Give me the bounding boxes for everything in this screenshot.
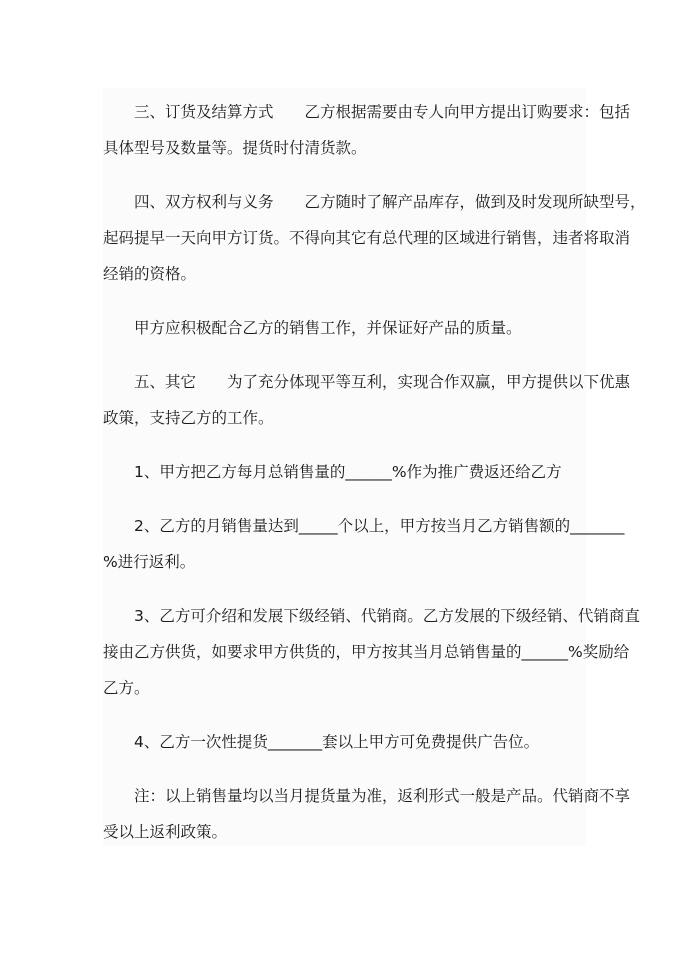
section-5-line-1: 五、其它 为了充分体现平等互利，实现合作双赢，甲方提供以下优惠 [103,373,631,391]
section-4-line-2: 起码提早一天向甲方订货。不得向其它有总代理的区域进行销售，违者将取消 [103,229,631,247]
section-3-line-1: 三、订货及结算方式 乙方根据需要由专人向甲方提出订购要求：包括 [103,103,631,121]
item-3-line-3: 乙方。 [103,679,150,697]
item-2-line-1: 2、乙方的月销售量达到_____个以上，甲方按当月乙方销售额的_______ [103,517,625,535]
item-1-line: 1、甲方把乙方每月总销售量的______%作为推广费返还给乙方 [103,463,562,481]
section-4-line-3: 经销的资格。 [103,265,197,283]
section-3-line-2: 具体型号及数量等。提货时付清货款。 [103,139,367,157]
note-line-1: 注：以上销售量均以当月提货量为准，返利形式一般是产品。代销商不享 [103,787,631,805]
item-3-line-2: 接由乙方供货，如要求甲方供货的，甲方按其当月总销售量的______%奖励给 [103,643,630,661]
item-2-line-2: %进行返利。 [103,553,196,571]
note-line-2: 受以上返利政策。 [103,823,228,841]
section-4-line-1: 四、双方权利与义务 乙方随时了解产品库存，做到及时发现所缺型号， [103,193,646,211]
item-3-line-1: 3、乙方可介绍和发展下级经销、代销商。乙方发展的下级经销、代销商直 [103,607,640,625]
party-a-cooperation-line: 甲方应积极配合乙方的销售工作，并保证好产品的质量。 [103,319,522,337]
item-4-line: 4、乙方一次性提货_______套以上甲方可免费提供广告位。 [103,733,540,751]
section-5-line-2: 政策，支持乙方的工作。 [103,409,274,427]
